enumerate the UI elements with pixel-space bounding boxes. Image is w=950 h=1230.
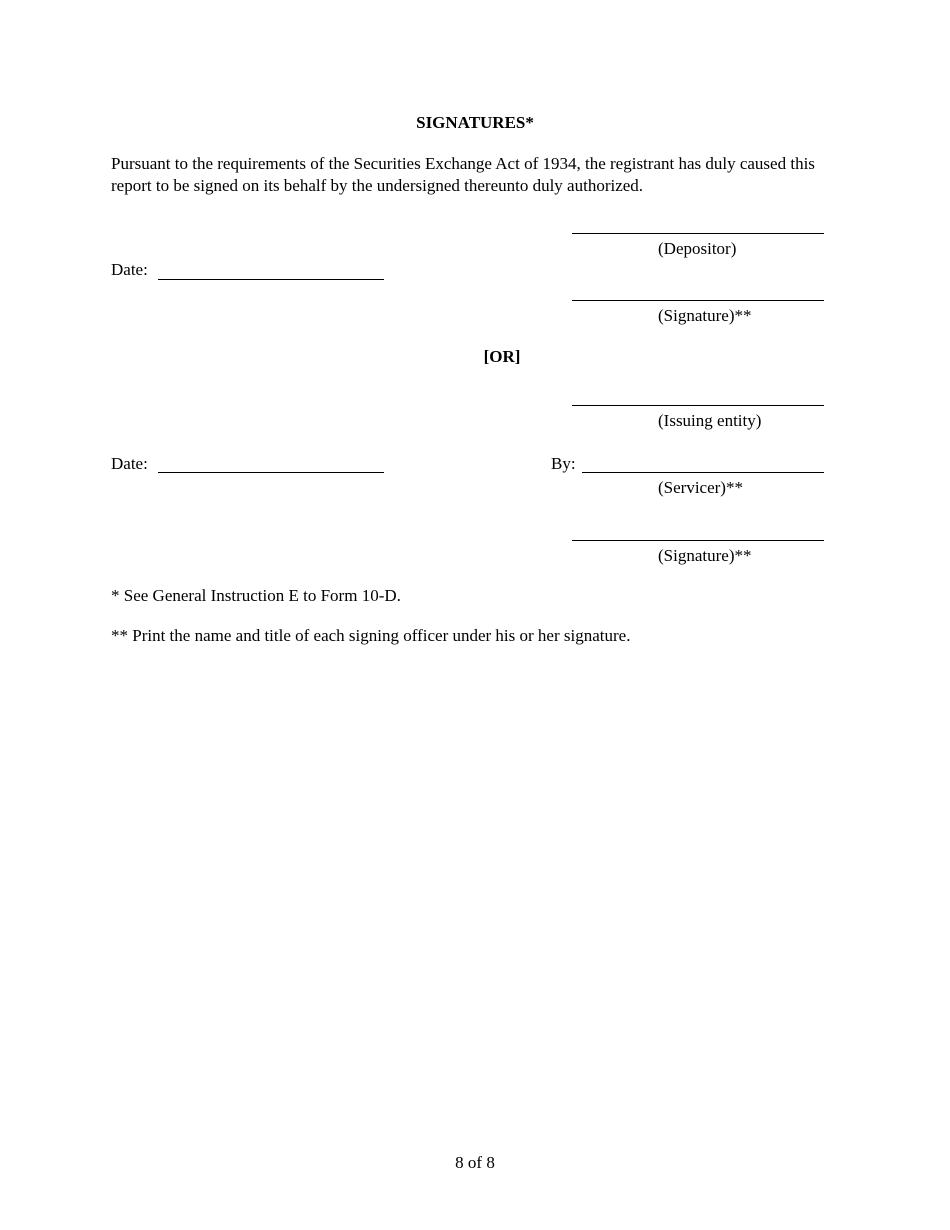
- depositor-signature-line: [572, 233, 824, 234]
- page-number: 8 of 8: [455, 1153, 495, 1172]
- servicer-caption: (Servicer)**: [658, 478, 743, 497]
- date-line: [158, 279, 384, 280]
- page-title: SIGNATURES*: [416, 113, 534, 132]
- issuing-entity-line: [572, 405, 824, 406]
- date-line: [158, 472, 384, 473]
- date-label: Date:: [111, 260, 148, 279]
- signature-caption: (Signature)**: [658, 546, 752, 565]
- intro-paragraph: Pursuant to the requirements of the Securities Exchange Act of 1934, the registrant has duly caused this report to be signed on its behalf by the undersigned thereunto duly authorized.: [111, 154, 815, 195]
- issuing-entity-caption: (Issuing entity): [658, 411, 762, 430]
- servicer-signature-line: [582, 472, 824, 473]
- signature-caption: (Signature)**: [658, 306, 752, 325]
- by-label: By:: [551, 454, 576, 473]
- signature-line: [572, 540, 824, 541]
- signature-line: [572, 300, 824, 301]
- date-label: Date:: [111, 454, 148, 473]
- depositor-caption: (Depositor): [658, 239, 737, 258]
- or-separator: [OR]: [483, 347, 521, 366]
- footnote-1: * See General Instruction E to Form 10-D.: [111, 586, 401, 605]
- footnote-2: ** Print the name and title of each signing officer under his or her signature.: [111, 626, 631, 645]
